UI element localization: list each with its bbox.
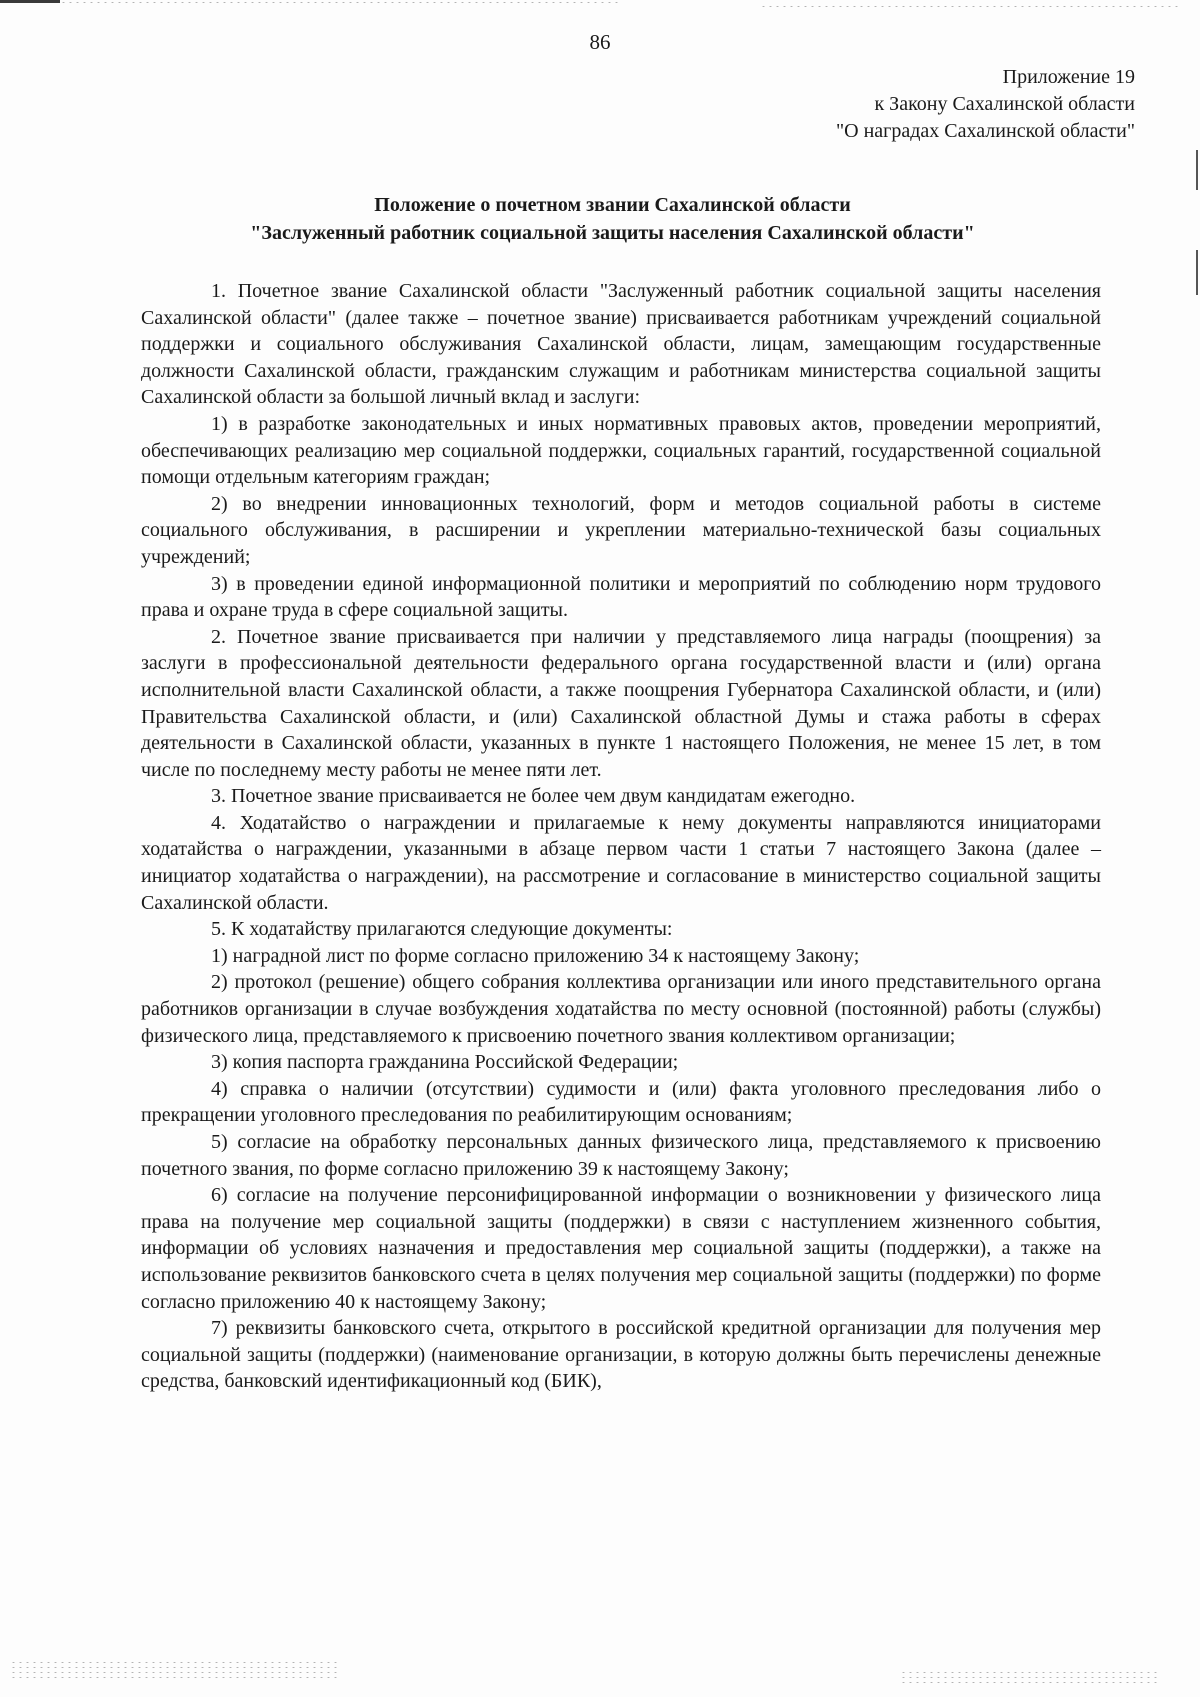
paragraph: 6) согласие на получение персонифицированной информации о возникновении у физического лица права на получение мер социальной защиты (поддержки) в связи с наступлением жизненного события, информации об условиях назначения и предоставления мер социальной защиты (поддержки), а также на использование реквизитов банковского счета в целях получения мер социальной защиты (поддержки) по форме согласно приложению 40 к настоящему Закону;	[141, 1184, 1101, 1313]
appendix-line: "О наградах Сахалинской области"	[835, 120, 1135, 142]
title-line: "Заслуженный работник социальной защиты населения Сахалинской области"	[250, 222, 975, 244]
appendix-reference	[836, 64, 1135, 145]
scan-noise-top-right	[760, 4, 1180, 10]
appendix-line: к Закону Сахалинской области	[874, 93, 1135, 115]
scan-edge-right-1	[1196, 150, 1198, 190]
paragraph: 4) справка о наличии (отсутствии) судимости и (или) факта уголовного преследования либо о прекращении уголовного преследования по реабилитирующим основаниям;	[141, 1077, 1101, 1127]
page-number: 86	[589, 30, 611, 54]
paragraph: 3) копия паспорта гражданина Российской Федерации;	[211, 1051, 679, 1074]
appendix-line: Приложение 19	[1002, 66, 1135, 88]
scan-edge-right-2	[1196, 250, 1198, 295]
paragraph: 4. Ходатайство о награждении и прилагаемые к нему документы направляются инициаторами ходатайства о награждении, указанными в абзаце первом части 1 статьи 7 настоящего Закона (далее – инициатор ходатайства о награждении), на рассмотрение и согласование в министерство социальной защиты Сахалинской области.	[141, 811, 1101, 914]
scan-noise-bottom-right	[900, 1670, 1160, 1684]
paragraph: 2) во внедрении инновационных технологий, форм и методов социальной работы в системе социального обслуживания, в расширении и укреплении материально-технической базы социальных учреждений;	[141, 492, 1101, 568]
paragraph: 7) реквизиты банковского счета, открытого в российской кредитной организации для получения мер социальной защиты (поддержки) (наименование организации, в которую должны быть перечислены денежные средства, банковский идентификационный код (БИК),	[141, 1317, 1101, 1393]
document-body	[141, 278, 1101, 1395]
paragraph: 1. Почетное звание Сахалинской области "Заслуженный работник социальной защиты населения Сахалинской области" (далее также – почетное звание) присваивается работникам учреждений социальной поддержки и социального обслуживания Сахалинской области, лицам, замещающим государственные должности Сахалинской области, гражданским служащим и работникам министерства социальной защиты Сахалинской области за большой личный вклад и заслуги:	[141, 280, 1101, 409]
paragraph: 3) в проведении единой информационной политики и мероприятий по соблюдению норм трудового права и охране труда в сфере социальной защиты.	[141, 572, 1101, 622]
title-line: Положение о почетном звании Сахалинской области	[374, 194, 851, 216]
paragraph: 5) согласие на обработку персональных данных физического лица, представляемого к присвоению почетного звания, по форме согласно приложению 39 к настоящему Закону;	[141, 1131, 1101, 1180]
scan-artifact-top-left	[0, 0, 60, 3]
paragraph: 1) в разработке законодательных и иных нормативных правовых актов, проведении мероприятий, обеспечивающих реализацию мер социальной поддержки, социальных гарантий, государственной социальной помощи отдельным категориям граждан;	[141, 412, 1101, 489]
paragraph: 1) наградной лист по форме согласно приложению 34 к настоящему Закону;	[211, 944, 860, 967]
paragraph: 3. Почетное звание присваивается не более чем двум кандидатам ежегодно.	[211, 785, 856, 808]
paragraph: 5. К ходатайству прилагаются следующие документы:	[211, 918, 673, 941]
scan-noise-bottom-left	[10, 1660, 340, 1680]
scan-noise-top	[60, 0, 620, 6]
paragraph: 2) протокол (решение) общего собрания коллектива организации или иного представительного органа работников организации в случае возбуждения ходатайства по месту основной (постоянной) работы (службы) физического лица, представляемого к присвоению почетного звания коллективом организации;	[141, 971, 1101, 1047]
paragraph: 2. Почетное звание присваивается при наличии у представляемого лица награды (поощрения) за заслуги в профессиональной деятельности федерального органа государственной власти и (или) органа исполнительной власти Сахалинской области, а также поощрения Губернатора Сахалинской области, и (или) Правительства Сахалинской области, и (или) Сахалинской областной Думы и стажа работы в сферах деятельности в Сахалинской области, указанных в пункте 1 настоящего Положения, не менее 15 лет, в том числе по последнему месту работы не менее пяти лет.	[141, 625, 1101, 781]
document-title	[140, 191, 1085, 247]
